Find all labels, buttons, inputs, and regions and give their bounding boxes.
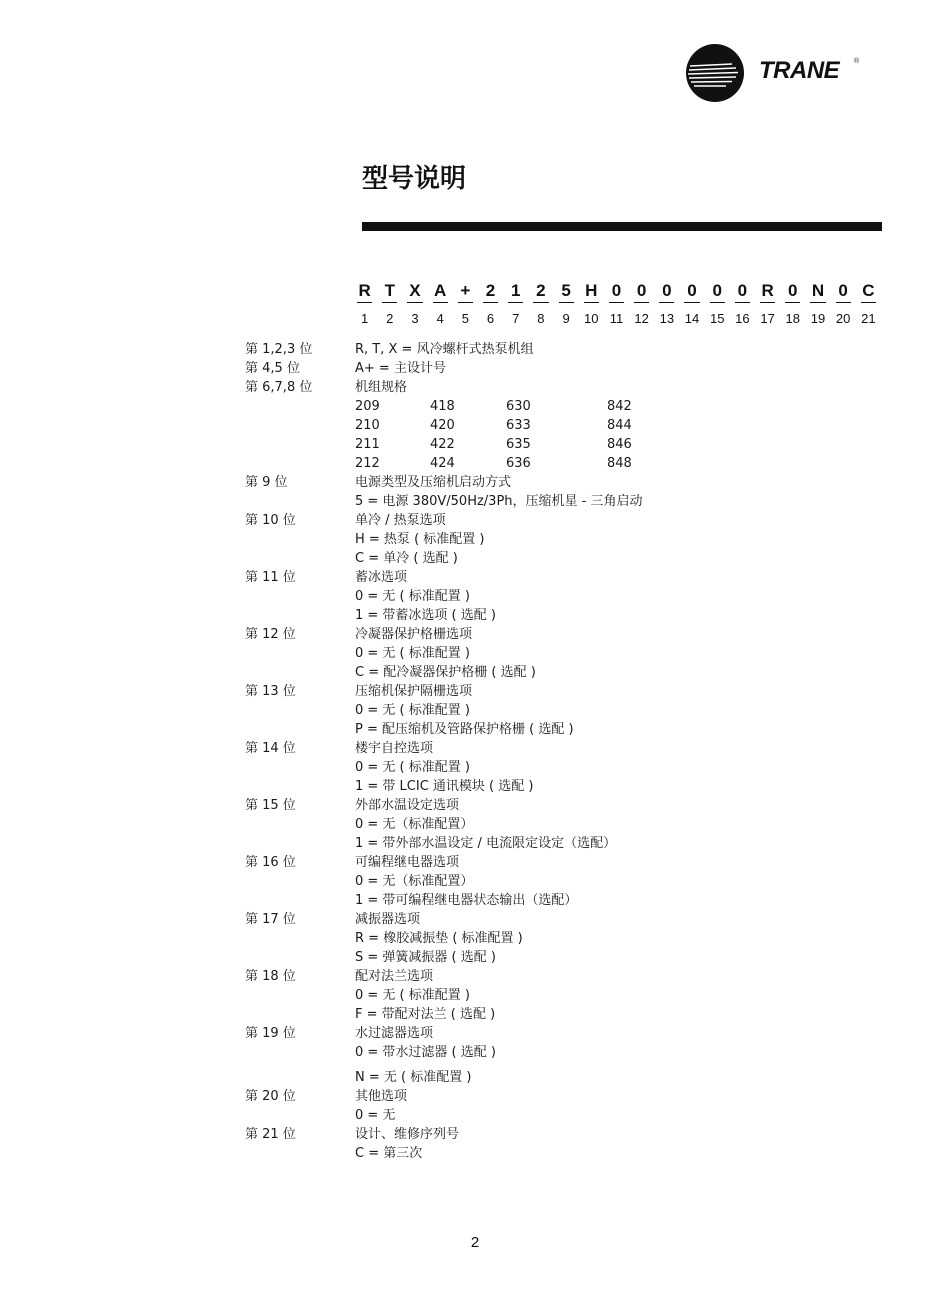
spec-line: 楼宇自控选项 xyxy=(355,741,434,756)
spec-label: 第 18 位 xyxy=(245,969,296,984)
size-row xyxy=(355,435,905,454)
spec-line: 1 = 带 LCIC 通讯模块 ( 选配 ) xyxy=(355,779,534,794)
spec-group-20 xyxy=(245,1087,905,1125)
position-number: 7 xyxy=(512,311,520,326)
spec-group-4-5 xyxy=(245,359,905,378)
code-char: 0 xyxy=(604,281,629,303)
code-char: 0 xyxy=(780,281,805,303)
position-number: 8 xyxy=(537,311,545,326)
trane-wordmark: TRANE xyxy=(759,57,840,84)
spec-line: 电源类型及压缩机启动方式 xyxy=(355,475,512,490)
position-number: 16 xyxy=(735,311,750,326)
size-cell: 211 xyxy=(355,437,380,452)
spec-group-18 xyxy=(245,967,905,1024)
spec-line: C = 第三次 xyxy=(355,1146,423,1161)
spec-group-16 xyxy=(245,853,905,910)
spec-label: 第 16 位 xyxy=(245,855,296,870)
spec-line: H = 热泵 ( 标准配置 ) xyxy=(355,532,485,547)
page-title: 型号说明 xyxy=(362,164,467,194)
spec-label: 第 6,7,8 位 xyxy=(245,380,313,395)
spec-group-12 xyxy=(245,625,905,682)
spec-line: 0 = 无 ( 标准配置 ) xyxy=(355,703,470,718)
position-number: 9 xyxy=(562,311,570,326)
spec-line: 0 = 无 ( 标准配置 ) xyxy=(355,589,470,604)
spec-line: 1 = 带蓄冰选项 ( 选配 ) xyxy=(355,608,496,623)
position-number: 4 xyxy=(436,311,444,326)
spec-line: 冷凝器保护格栅选项 xyxy=(355,627,473,642)
spec-label: 第 13 位 xyxy=(245,684,296,699)
size-cell: 424 xyxy=(430,456,455,471)
spec-line: 可编程继电器选项 xyxy=(355,855,460,870)
position-number: 1 xyxy=(360,311,369,326)
position-number: 13 xyxy=(659,311,675,326)
model-code-characters xyxy=(352,281,881,303)
size-row xyxy=(355,416,905,435)
position-number: 18 xyxy=(785,311,801,326)
code-char: A xyxy=(428,281,453,303)
code-char: X xyxy=(402,281,427,303)
spec-line: 0 = 无 xyxy=(355,1108,396,1123)
size-cell: 636 xyxy=(506,456,531,471)
digit-spec-list xyxy=(245,340,905,1163)
spec-line: 压缩机保护隔栅选项 xyxy=(355,684,473,699)
spec-group-13 xyxy=(245,682,905,739)
spec-line: 水过滤器选项 xyxy=(355,1026,434,1041)
spec-line: 0 = 无（标准配置） xyxy=(355,874,474,889)
size-cell: 212 xyxy=(355,456,380,471)
size-cell: 844 xyxy=(607,418,632,433)
spec-line: C = 配冷凝器保护格栅 ( 选配 ) xyxy=(355,665,536,680)
spec-line: 1 = 带可编程继电器状态输出（选配） xyxy=(355,893,578,908)
spec-line: 设计、维修序列号 xyxy=(355,1127,460,1142)
position-number: 17 xyxy=(760,311,775,326)
code-char: N xyxy=(805,281,830,303)
code-char: 1 xyxy=(503,281,528,303)
size-cell: 209 xyxy=(355,399,380,414)
spec-line: 0 = 无 ( 标准配置 ) xyxy=(355,646,470,661)
spec-line: 0 = 带水过滤器 ( 选配 ) xyxy=(355,1045,496,1060)
position-number: 14 xyxy=(684,311,700,326)
code-char: + xyxy=(453,281,478,303)
spec-group-11 xyxy=(245,568,905,625)
position-number: 20 xyxy=(835,311,851,326)
position-number: 6 xyxy=(486,311,495,326)
code-char: 2 xyxy=(478,281,503,303)
spec-line: 其他选项 xyxy=(355,1089,408,1104)
spec-group-1-3 xyxy=(245,340,905,359)
size-row xyxy=(355,454,905,473)
spec-group-21 xyxy=(245,1125,905,1163)
spec-line: 机组规格 xyxy=(355,380,408,395)
code-char: R xyxy=(755,281,780,303)
spec-label: 第 21 位 xyxy=(245,1127,296,1142)
code-char: 0 xyxy=(679,281,704,303)
size-cell: 633 xyxy=(506,418,531,433)
spec-label: 第 20 位 xyxy=(245,1089,296,1104)
title-rule xyxy=(362,222,882,231)
model-code-positions xyxy=(352,311,881,326)
code-char: H xyxy=(579,281,604,303)
spec-line: F = 带配对法兰 ( 选配 ) xyxy=(355,1007,496,1022)
size-cell: 635 xyxy=(506,437,531,452)
position-number: 21 xyxy=(861,311,876,326)
spec-label: 第 14 位 xyxy=(245,741,296,756)
code-char: 0 xyxy=(705,281,730,303)
spec-line: S = 弹簧减振器 ( 选配 ) xyxy=(355,950,496,965)
spec-label: 第 9 位 xyxy=(245,475,288,490)
code-char: 5 xyxy=(554,281,579,303)
size-cell: 846 xyxy=(607,437,632,452)
page-number: 2 xyxy=(470,1234,480,1251)
trane-emblem-icon xyxy=(686,44,744,102)
size-cell: 420 xyxy=(430,418,455,433)
spec-group-15 xyxy=(245,796,905,853)
position-number: 2 xyxy=(386,311,394,326)
spec-label: 第 11 位 xyxy=(245,570,296,585)
spec-line: 5 = 电源 380V/50Hz/3Ph，压缩机星 - 三角启动 xyxy=(355,494,643,509)
position-number: 12 xyxy=(634,311,649,326)
position-number: 11 xyxy=(609,311,624,326)
spec-group-14 xyxy=(245,739,905,796)
spec-label: 第 15 位 xyxy=(245,798,296,813)
position-number: 5 xyxy=(461,311,469,326)
code-char: 2 xyxy=(528,281,553,303)
spec-group-6-8 xyxy=(245,378,905,473)
spec-line: 蓄冰选项 xyxy=(355,570,408,585)
spec-label: 第 19 位 xyxy=(245,1026,296,1041)
spec-line: 单冷 / 热泵选项 xyxy=(355,513,446,528)
size-cell: 848 xyxy=(607,456,632,471)
spec-line: P = 配压缩机及管路保护格栅 ( 选配 ) xyxy=(355,722,574,737)
code-char: 0 xyxy=(730,281,755,303)
position-number: 15 xyxy=(709,311,725,326)
code-char: 0 xyxy=(629,281,654,303)
spec-line: 配对法兰选项 xyxy=(355,969,434,984)
code-char: R xyxy=(352,281,377,303)
size-cell: 630 xyxy=(506,399,531,414)
size-cell: 842 xyxy=(607,399,632,414)
code-char: 0 xyxy=(654,281,679,303)
spec-label: 第 17 位 xyxy=(245,912,296,927)
spec-label: 第 10 位 xyxy=(245,513,296,528)
spec-group-9 xyxy=(245,473,905,511)
spec-line: 0 = 无 ( 标准配置 ) xyxy=(355,760,470,775)
spec-line: 1 = 带外部水温设定 / 电流限定设定（选配） xyxy=(355,836,617,851)
code-char: 0 xyxy=(831,281,856,303)
size-cell: 210 xyxy=(355,418,380,433)
position-number: 3 xyxy=(411,311,419,326)
spec-line: A+ = 主设计号 xyxy=(355,361,446,376)
spec-group-10 xyxy=(245,511,905,568)
spec-line: 0 = 无（标准配置） xyxy=(355,817,474,832)
spec-line: R, T, X = 风冷螺杆式热泵机组 xyxy=(355,342,534,357)
spec-group-19 xyxy=(245,1024,905,1087)
position-number: 19 xyxy=(810,311,826,326)
size-cell: 418 xyxy=(430,399,455,414)
registered-mark: ® xyxy=(854,58,860,65)
size-row xyxy=(355,397,905,416)
spec-line: N = 无 ( 标准配置 ) xyxy=(355,1070,472,1085)
spec-line: C = 单冷 ( 选配 ) xyxy=(355,551,458,566)
spec-line: 0 = 无 ( 标准配置 ) xyxy=(355,988,470,1003)
spec-group-17 xyxy=(245,910,905,967)
size-cell: 422 xyxy=(430,437,455,452)
trane-logo xyxy=(686,44,866,104)
code-char: T xyxy=(377,281,402,303)
spec-label: 第 1,2,3 位 xyxy=(245,342,313,357)
spec-line: 外部水温设定选项 xyxy=(355,798,460,813)
spec-line: R = 橡胶减振垫 ( 标准配置 ) xyxy=(355,931,523,946)
code-char: C xyxy=(856,281,881,303)
spec-label: 第 12 位 xyxy=(245,627,296,642)
spec-line: 减振器选项 xyxy=(355,912,421,927)
spec-label: 第 4,5 位 xyxy=(245,361,300,376)
position-number: 10 xyxy=(584,311,599,326)
